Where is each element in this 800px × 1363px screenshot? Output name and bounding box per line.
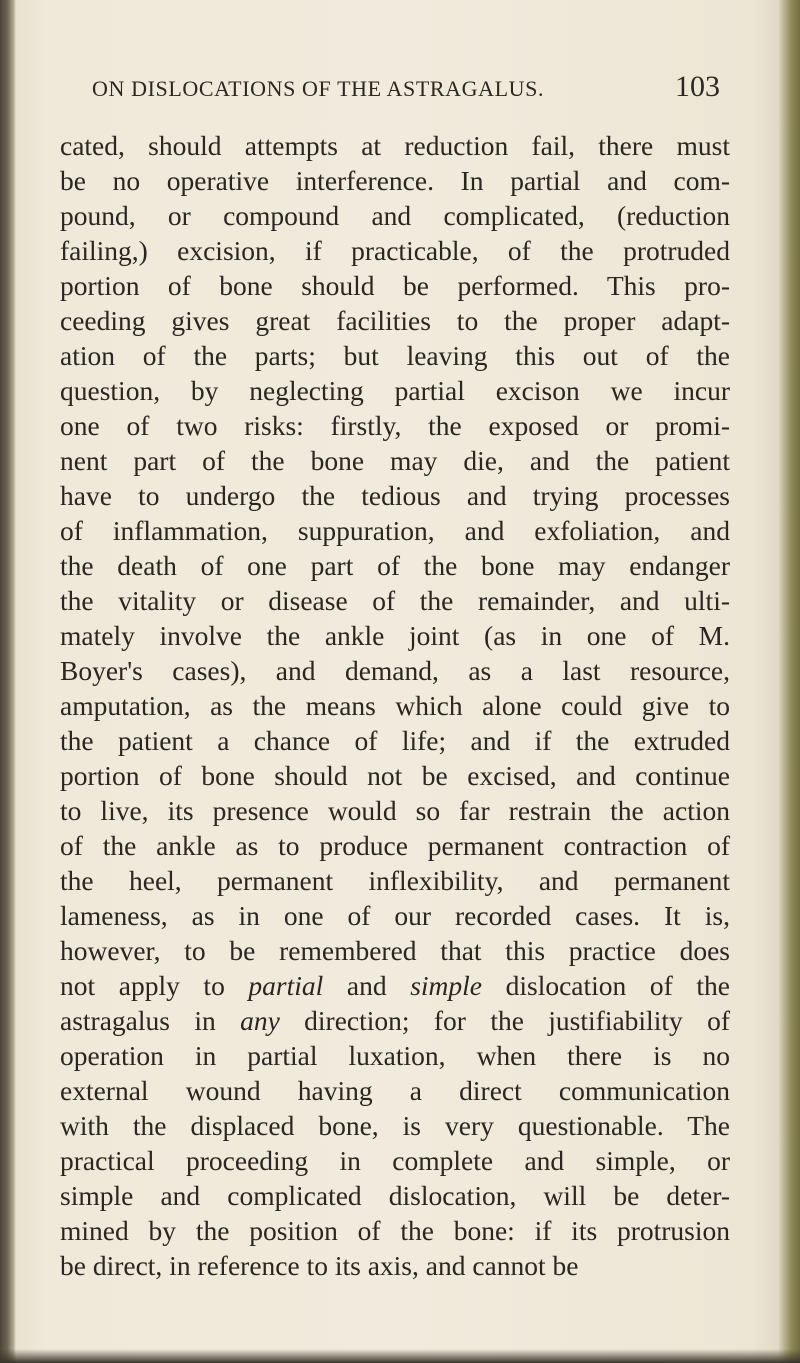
text-line: cated, should attempts at reduction fail, there must: [60, 130, 730, 161]
page-bottom-edge-shadow: [0, 1349, 800, 1363]
text-line: failing,) excision, if practicable, of the protruded: [60, 235, 730, 266]
text-line: practical proceeding in complete and simple, or: [60, 1145, 730, 1176]
text-line: the death of one part of the bone may endanger: [60, 550, 730, 581]
text-line: ceeding gives great facilities to the proper adapt-: [60, 305, 730, 336]
text-segment: and: [323, 970, 411, 1001]
text-line: lameness, as in one of our recorded cases. It is,: [60, 900, 730, 931]
text-line: however, to be remembered that this practice does: [60, 935, 730, 966]
text-line: external wound having a direct communication: [60, 1075, 730, 1106]
text-line: amputation, as the means which alone could give to: [60, 690, 730, 721]
text-line: the heel, permanent inflexibility, and permanent: [60, 865, 730, 896]
text-line: simple and complicated dislocation, will be deter-: [60, 1180, 730, 1211]
page-left-edge-shadow: [0, 0, 16, 1363]
text-line-with-italics: [60, 1003, 730, 1038]
text-line: of the ankle as to produce permanent contraction of: [60, 830, 730, 861]
text-line: mately involve the ankle joint (as in one of M.: [60, 620, 730, 651]
italic-word-partial: partial: [248, 970, 324, 1001]
text-line: Boyer's cases), and demand, as a last resource,: [60, 655, 730, 686]
page-right-edge-shadow: [778, 0, 800, 1363]
text-line: question, by neglecting partial excison we incur: [60, 375, 730, 406]
text-line: of inflammation, suppuration, and exfoliation, and: [60, 515, 730, 546]
page-number: 103: [675, 70, 720, 103]
italic-word-simple: simple: [410, 970, 483, 1001]
running-head: [92, 70, 720, 110]
text-line: have to undergo the tedious and trying processes: [60, 480, 730, 511]
text-line: operation in partial luxation, when there is no: [60, 1040, 730, 1071]
running-title: ON DISLOCATIONS OF THE ASTRAGALUS.: [92, 76, 545, 101]
text-line: ation of the parts; but leaving this out of the: [60, 340, 730, 371]
text-line-with-italics: [60, 968, 730, 1003]
text-line: nent part of the bone may die, and the patient: [60, 445, 730, 476]
text-line: mined by the position of the bone: if its protrusion: [60, 1215, 730, 1246]
text-line: pound, or compound and complicated, (reduction: [60, 200, 730, 231]
text-line: portion of bone should be performed. This pro-: [60, 270, 730, 301]
italic-word-any: any: [240, 1005, 280, 1036]
text-line: one of two risks: firstly, the exposed or promi-: [60, 410, 730, 441]
text-line: to live, its presence would so far restrain the action: [60, 795, 730, 826]
text-line: with the displaced bone, is very questionable. The: [60, 1110, 730, 1141]
text-line: the patient a chance of life; and if the extruded: [60, 725, 730, 756]
text-line: be direct, in reference to its axis, and cannot be: [60, 1250, 579, 1281]
text-line: be no operative interference. In partial and com-: [60, 165, 730, 196]
text-line: the vitality or disease of the remainder, and ulti-: [60, 585, 730, 616]
body-text: [60, 128, 730, 1283]
text-segment: not apply to: [60, 970, 249, 1001]
text-segment: dislocation of the: [482, 970, 730, 1001]
text-segment: astragalus in: [60, 1005, 241, 1036]
text-segment: direction; for the justifiability of: [279, 1005, 730, 1036]
text-line: portion of bone should not be excised, and continue: [60, 760, 730, 791]
